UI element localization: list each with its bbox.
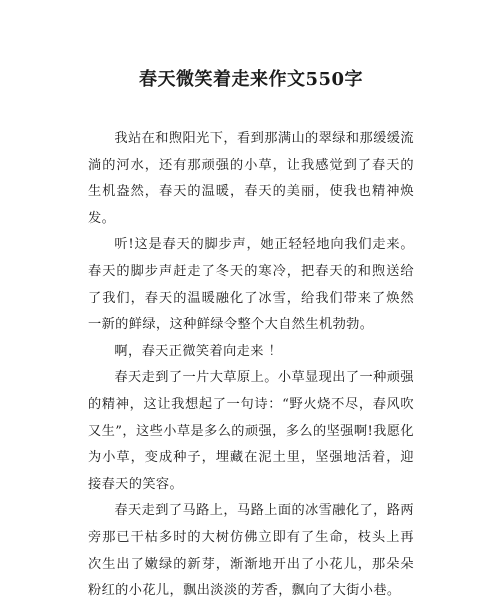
document-body: [88, 126, 414, 605]
paragraph: 啊，春天正微笑着向走来 ！: [114, 343, 283, 359]
paragraph: 春天走到了一片大草原上。小草显现出了一种顽强的精神，这让我想起了一句诗：“野火烧不尽，春风吹又生”，这些小草是多么的顽强，多么的坚强啊!我愿化为小草，变成种子，埋藏在泥土里，坚强地活着，迎接春天的笑容。: [88, 370, 414, 492]
document-title: 春天微笑着走来作文550字: [138, 69, 364, 90]
paragraph: 春天走到了马路上，马路上面的冰雪融化了，路两旁那已干枯多时的大树仿佛立即有了生命，枝头上再次生出了嫩绿的新芽，渐渐地开出了小花儿，那朵朵粉红的小花儿，飘出淡淡的芳香，飘向了大街小巷。: [88, 503, 414, 599]
paragraph: 我站在和煦阳光下，看到那满山的翠绿和那缓缓流淌的河水，还有那顽强的小草，让我感觉到了春天的生机盎然，春天的温暖，春天的美丽，使我也精神焕发。: [88, 131, 414, 226]
paragraph: 听!这是春天的脚步声，她正轻轻地向我们走来。春天的脚步声赶走了冬天的寒冷，把春天的和煦送给了我们，春天的温暖融化了冰雪，给我们带来了焕然一新的鲜绿，这种鲜绿令整个大自然生机勃勃。: [88, 237, 414, 333]
